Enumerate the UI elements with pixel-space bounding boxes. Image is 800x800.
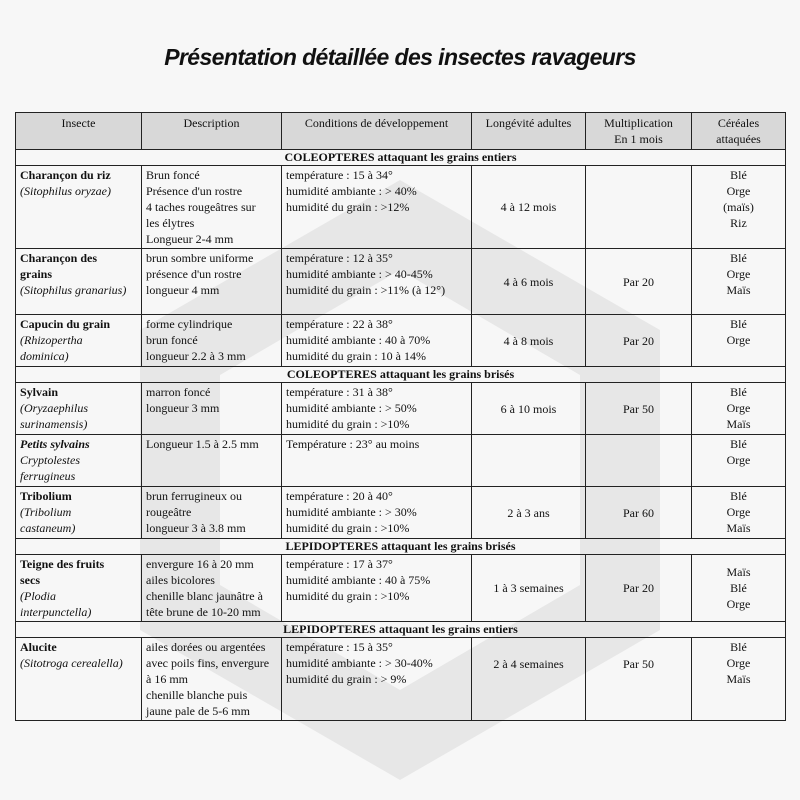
table-row <box>16 249 786 315</box>
insect-name-cell <box>16 249 142 315</box>
description-line: marron foncé <box>146 385 211 399</box>
description-line: ailes bicolores <box>146 573 215 587</box>
latin-line: ferrugineus <box>20 469 76 483</box>
description-line: 4 taches rougeâtres sur <box>146 200 256 214</box>
header-multiplication-line1: Multiplication <box>604 116 673 130</box>
cereales-line: Maïs <box>726 565 751 579</box>
conditions-cell <box>282 487 472 539</box>
cereales-cell <box>692 487 786 539</box>
multiplication-cell: Par 60 <box>586 487 692 539</box>
cereales-line: (maïs) <box>723 200 754 214</box>
description-line: présence d'un rostre <box>146 267 242 281</box>
section-title: LEPIDOPTERES attaquant les grains entiers <box>16 622 786 638</box>
description-line: ailes dorées ou argentées <box>146 640 266 654</box>
cereales-line: Blé <box>730 251 747 265</box>
conditions-line: humidité du grain : 10 à 14% <box>286 349 426 363</box>
header-multiplication <box>586 113 692 150</box>
description-line: envergure 16 à 20 mm <box>146 557 254 571</box>
conditions-line: Température : 23° au moins <box>286 437 420 451</box>
description-line: chenille blanche puis <box>146 688 248 702</box>
latin-line: (Plodia <box>20 589 56 603</box>
description-cell <box>142 638 282 721</box>
multiplication-cell: Par 50 <box>586 638 692 721</box>
cereales-line: Blé <box>730 317 747 331</box>
name-line: secs <box>20 573 40 587</box>
conditions-line: température : 31 à 38° <box>286 385 393 399</box>
insect-name-cell <box>16 435 142 487</box>
longevite-cell: 1 à 3 semaines <box>472 555 586 622</box>
description-line: longueur 3 mm <box>146 401 220 415</box>
conditions-cell <box>282 383 472 435</box>
cereales-line: Blé <box>730 581 747 595</box>
conditions-line: température : 22 à 38° <box>286 317 393 331</box>
conditions-line: humidité ambiante : 40 à 75% <box>286 573 431 587</box>
multiplication-cell <box>586 166 692 249</box>
description-cell <box>142 315 282 367</box>
longevite-cell: 4 à 8 mois <box>472 315 586 367</box>
conditions-cell <box>282 166 472 249</box>
cereales-line: Blé <box>730 168 747 182</box>
cereales-line: Blé <box>730 437 747 451</box>
insect-name-cell <box>16 166 142 249</box>
section-row <box>16 367 786 383</box>
description-line: à 16 mm <box>146 672 188 686</box>
name-line: Sylvain <box>20 385 59 399</box>
cereales-cell <box>692 383 786 435</box>
header-conditions: Conditions de développement <box>282 113 472 150</box>
conditions-line: humidité ambiante : > 30-40% <box>286 656 433 670</box>
conditions-line: humidité ambiante : > 30% <box>286 505 417 519</box>
description-line: avec poils fins, envergure <box>146 656 270 670</box>
description-cell <box>142 555 282 622</box>
cereales-line: Orge <box>726 401 751 415</box>
conditions-line: température : 17 à 37° <box>286 557 393 571</box>
multiplication-cell: Par 50 <box>586 383 692 435</box>
description-line: forme cylindrique <box>146 317 233 331</box>
header-longevite: Longévité adultes <box>472 113 586 150</box>
conditions-line: température : 15 à 35° <box>286 640 393 654</box>
latin-line: (Sitotroga cerealella) <box>20 656 123 670</box>
description-line: Brun foncé <box>146 168 200 182</box>
description-cell <box>142 166 282 249</box>
longevite-cell: 4 à 6 mois <box>472 249 586 315</box>
cereales-line: Orge <box>726 184 751 198</box>
header-insecte: Insecte <box>16 113 142 150</box>
cereales-line: Riz <box>730 216 747 230</box>
description-line: brun ferrugineux ou <box>146 489 242 503</box>
latin-line: Cryptolestes <box>20 453 80 467</box>
name-line: Charançon du riz <box>20 168 111 182</box>
description-line: les élytres <box>146 216 195 230</box>
description-cell <box>142 249 282 315</box>
latin-line: castaneum) <box>20 521 76 535</box>
header-cereales-line1: Céréales <box>717 116 760 130</box>
section-row <box>16 150 786 166</box>
insect-name-cell <box>16 555 142 622</box>
latin-line: (Rhizopertha <box>20 333 83 347</box>
table-row <box>16 487 786 539</box>
cereales-line: Blé <box>730 640 747 654</box>
conditions-line: humidité ambiante : > 50% <box>286 401 417 415</box>
cereales-line: Orge <box>726 505 751 519</box>
cereales-line: Maïs <box>726 672 751 686</box>
cereales-line: Maïs <box>726 521 751 535</box>
description-line: longueur 2.2 à 3 mm <box>146 349 246 363</box>
name-line: Petits sylvains <box>20 437 90 451</box>
description-line: jaune pale de 5-6 mm <box>146 704 250 718</box>
table-row <box>16 555 786 622</box>
table-row <box>16 638 786 721</box>
latin-line: (Sitophilus oryzae) <box>20 184 111 198</box>
name-line: Teigne des fruits <box>20 557 105 571</box>
cereales-line: Orge <box>726 453 751 467</box>
description-line: brun sombre uniforme <box>146 251 254 265</box>
section-title: LEPIDOPTERES attaquant les grains brisés <box>16 539 786 555</box>
name-line: Alucite <box>20 640 57 654</box>
page-title: Présentation détaillée des insectes ravageurs <box>164 44 636 70</box>
conditions-line: humidité ambiante : > 40% <box>286 184 417 198</box>
description-line: brun foncé <box>146 333 198 347</box>
header-description: Description <box>142 113 282 150</box>
conditions-line: humidité du grain : >11% (à 12°) <box>286 283 446 297</box>
name-line: Capucin du grain <box>20 317 111 331</box>
table-header-row <box>16 113 786 150</box>
description-line: tête brune de 10-20 mm <box>146 605 261 619</box>
latin-line: (Sitophilus granarius) <box>20 283 127 297</box>
section-row <box>16 622 786 638</box>
longevite-cell: 2 à 3 ans <box>472 487 586 539</box>
description-cell <box>142 383 282 435</box>
insect-name-cell <box>16 383 142 435</box>
insect-name-cell <box>16 638 142 721</box>
section-title: COLEOPTERES attaquant les grains entiers <box>16 150 786 166</box>
conditions-line: humidité du grain : >10% <box>286 589 410 603</box>
name-line: grains <box>20 267 53 281</box>
latin-line: (Tribolium <box>20 505 72 519</box>
header-cereales-line2: attaquées <box>716 132 761 146</box>
latin-line: surinamensis) <box>20 417 88 431</box>
cereales-line: Orge <box>726 267 751 281</box>
cereales-line: Maïs <box>726 283 751 297</box>
cereales-line: Blé <box>730 489 747 503</box>
latin-line: dominica) <box>20 349 69 363</box>
cereales-cell <box>692 435 786 487</box>
table-row <box>16 435 786 487</box>
section-title: COLEOPTERES attaquant les grains brisés <box>16 367 786 383</box>
cereales-line: Orge <box>726 597 751 611</box>
description-line: chenille blanc jaunâtre à <box>146 589 263 603</box>
cereales-line: Orge <box>726 656 751 670</box>
latin-line: interpunctella) <box>20 605 92 619</box>
name-line: Charançon des <box>20 251 98 265</box>
description-line: longueur 3 à 3.8 mm <box>146 521 246 535</box>
conditions-cell <box>282 555 472 622</box>
description-line: rougeâtre <box>146 505 192 519</box>
multiplication-cell <box>586 435 692 487</box>
conditions-line: humidité ambiante : > 40-45% <box>286 267 433 281</box>
cereales-line: Maïs <box>726 417 751 431</box>
cereales-cell <box>692 315 786 367</box>
conditions-cell <box>282 435 472 487</box>
insects-table <box>15 112 786 721</box>
table-row <box>16 166 786 249</box>
cereales-cell <box>692 555 786 622</box>
conditions-cell <box>282 638 472 721</box>
conditions-line: température : 12 à 35° <box>286 251 393 265</box>
latin-line: (Oryzaephilus <box>20 401 88 415</box>
header-cereales <box>692 113 786 150</box>
conditions-line: humidité du grain : > 9% <box>286 672 407 686</box>
longevite-cell: 2 à 4 semaines <box>472 638 586 721</box>
conditions-line: température : 20 à 40° <box>286 489 393 503</box>
description-line: Longueur 1.5 à 2.5 mm <box>146 437 259 451</box>
conditions-cell <box>282 315 472 367</box>
cereales-cell <box>692 166 786 249</box>
table-row <box>16 383 786 435</box>
description-line: longueur 4 mm <box>146 283 220 297</box>
cereales-cell <box>692 638 786 721</box>
name-line: Tribolium <box>20 489 72 503</box>
insect-name-cell <box>16 487 142 539</box>
conditions-line: humidité du grain : >10% <box>286 417 410 431</box>
description-cell <box>142 487 282 539</box>
multiplication-cell: Par 20 <box>586 249 692 315</box>
description-line: Présence d'un rostre <box>146 184 243 198</box>
conditions-line: température : 15 à 34° <box>286 168 393 182</box>
description-cell <box>142 435 282 487</box>
conditions-cell <box>282 249 472 315</box>
longevite-cell: 4 à 12 mois <box>472 166 586 249</box>
conditions-line: humidité du grain : >10% <box>286 521 410 535</box>
table-row <box>16 315 786 367</box>
conditions-line: humidité ambiante : 40 à 70% <box>286 333 431 347</box>
cereales-line: Blé <box>730 385 747 399</box>
multiplication-cell: Par 20 <box>586 315 692 367</box>
section-row <box>16 539 786 555</box>
longevite-cell <box>472 435 586 487</box>
cereales-line: Orge <box>726 333 751 347</box>
description-line: Longueur 2-4 mm <box>146 232 234 246</box>
header-multiplication-line2: En 1 mois <box>614 132 663 146</box>
cereales-cell <box>692 249 786 315</box>
conditions-line: humidité du grain : >12% <box>286 200 410 214</box>
multiplication-cell: Par 20 <box>586 555 692 622</box>
longevite-cell: 6 à 10 mois <box>472 383 586 435</box>
insect-name-cell <box>16 315 142 367</box>
